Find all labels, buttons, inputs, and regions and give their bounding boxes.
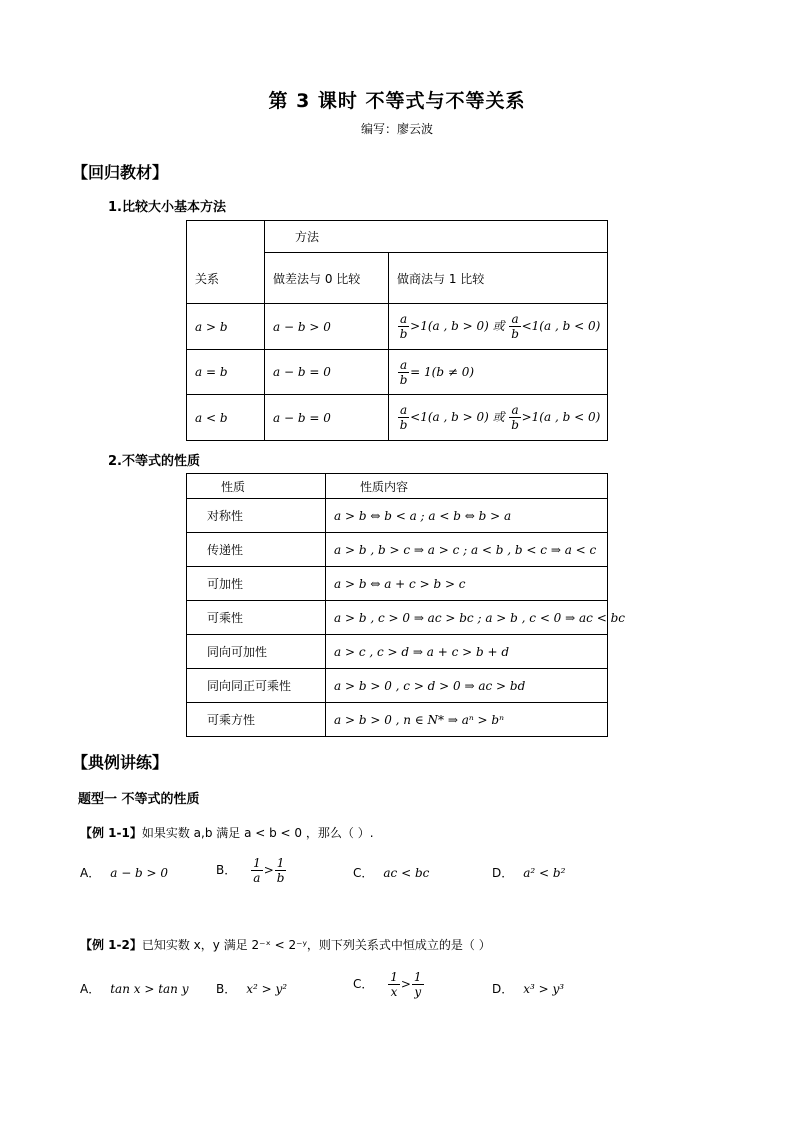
fraction: $\frac{a}{b}$ [399,357,408,387]
question-type-heading: 题型一 不等式的性质 [78,792,200,807]
property-content: a > b ⇔ a + c > b > c [334,576,466,591]
fraction: $\frac{1}{y}$ [413,970,422,999]
property-name: 同向可加性 [207,645,268,659]
property-content: a > b > 0 , n ∈ N* ⇒ aⁿ > bⁿ [334,712,504,727]
property-name: 可乘性 [207,611,244,625]
table-row [187,703,608,737]
example-1-2-question [80,936,491,953]
fraction: $\frac{1}{a}$ [253,856,261,885]
example-1-1-question [80,824,374,841]
fraction: $\frac{a}{b}$ [511,403,519,432]
quot-cell: $\frac{a}{b}$ = 1(b ≠ 0) [399,357,475,387]
quot-cell: $\frac{a}{b}$ >1(a , b > 0) 或 $\frac{a}{b}$ <1(a , b < 0) [399,312,601,341]
example-text: 如果实数 a,b 满足 a < b < 0 ，那么（ ）. [141,826,374,840]
table-row [187,601,608,635]
properties-table [186,473,625,737]
property-name: 同向同正可乘性 [207,679,292,693]
property-name: 可加性 [207,577,244,591]
option-b: B． x² > y² [216,982,288,996]
option-a: A． tan x > tan y [80,982,189,996]
property-content: a > b , c > 0 ⇒ ac > bc ; a > b , c < 0 ⇒ ac < bc [334,610,625,625]
option-c: C． ac < bc [353,866,430,880]
subheading-compare-methods: 1.比较大小基本方法 [108,200,226,215]
example-text: 已知实数 x，y 满足 2⁻ˣ < 2⁻ʸ，则下列关系式中恒成立的是（ ） [141,938,491,952]
table-row [187,499,608,533]
example-label: 【例 1-1】 [80,826,142,840]
compare-methods-table [186,220,608,441]
option-c: C． $\frac{1}{x}$ > $\frac{1}{y}$ [353,970,422,999]
option-d: D． a² < b² [492,866,566,880]
table-row [187,567,608,601]
table-row [187,533,608,567]
method-header: 方法 [295,230,320,244]
method-header-cell [265,221,608,253]
option-d: D． x³ > y³ [492,982,565,996]
property-name: 对称性 [207,509,244,523]
property-name: 可乘方性 [207,713,256,727]
quot-cell: $\frac{a}{b}$ <1(a , b > 0) 或 $\frac{a}{b}$ >1(a , b < 0) [399,403,601,432]
relation-header: 关系 [195,272,220,286]
page-title: 第 3 课时 不等式与不等关系 [268,90,526,112]
quot-header-cell [389,253,608,304]
diff-cell: a − b = 0 [273,365,331,379]
property-content: a > b > 0 , c > d > 0 ⇒ ac > bd [334,678,526,693]
property-content: a > b , b > c ⇒ a > c ; a < b , b < c ⇒ a < c [334,542,597,557]
table-row [187,395,608,441]
relation-cell: a > b [195,319,228,334]
fraction: $\frac{a}{b}$ [399,403,408,432]
example-label: 【例 1-2】 [80,938,142,952]
property-content: a > b ⇔ b < a ; a < b ⇔ b > a [334,508,512,523]
diff-header: 做差法与 0 比较 [273,271,361,286]
diff-cell: a − b = 0 [273,410,331,425]
relation-cell: a = b [195,365,228,379]
subheading-inequality-properties: 2.不等式的性质 [108,454,200,469]
fraction: $\frac{a}{b}$ [511,312,519,341]
option-a: A． a − b > 0 [80,866,169,880]
relation-header-cell [187,221,265,304]
relation-cell: a < b [195,410,228,425]
fraction: $\frac{1}{x}$ [390,970,398,999]
table-row [187,304,608,350]
property-content-header: 性质内容 [360,479,409,494]
property-header: 性质 [221,479,246,494]
fraction: $\frac{a}{b}$ [399,312,408,341]
table-row [187,350,608,395]
table-row [187,635,608,669]
author-line: 编写：廖云波 [360,122,433,136]
property-name: 传递性 [207,543,244,557]
section-heading-examples: 【典例讲练】 [72,753,169,772]
property-content: a > c , c > d ⇒ a + c > b + d [334,644,510,659]
diff-header-cell [265,253,389,304]
option-b: B． $\frac{1}{a}$ > $\frac{1}{b}$ [216,856,285,885]
diff-cell: a − b > 0 [273,319,331,334]
table-row [187,669,608,703]
section-heading-textbook: 【回归教材】 [72,163,169,182]
quot-header: 做商法与 1 比较 [397,271,485,286]
fraction: $\frac{1}{b}$ [276,856,285,885]
